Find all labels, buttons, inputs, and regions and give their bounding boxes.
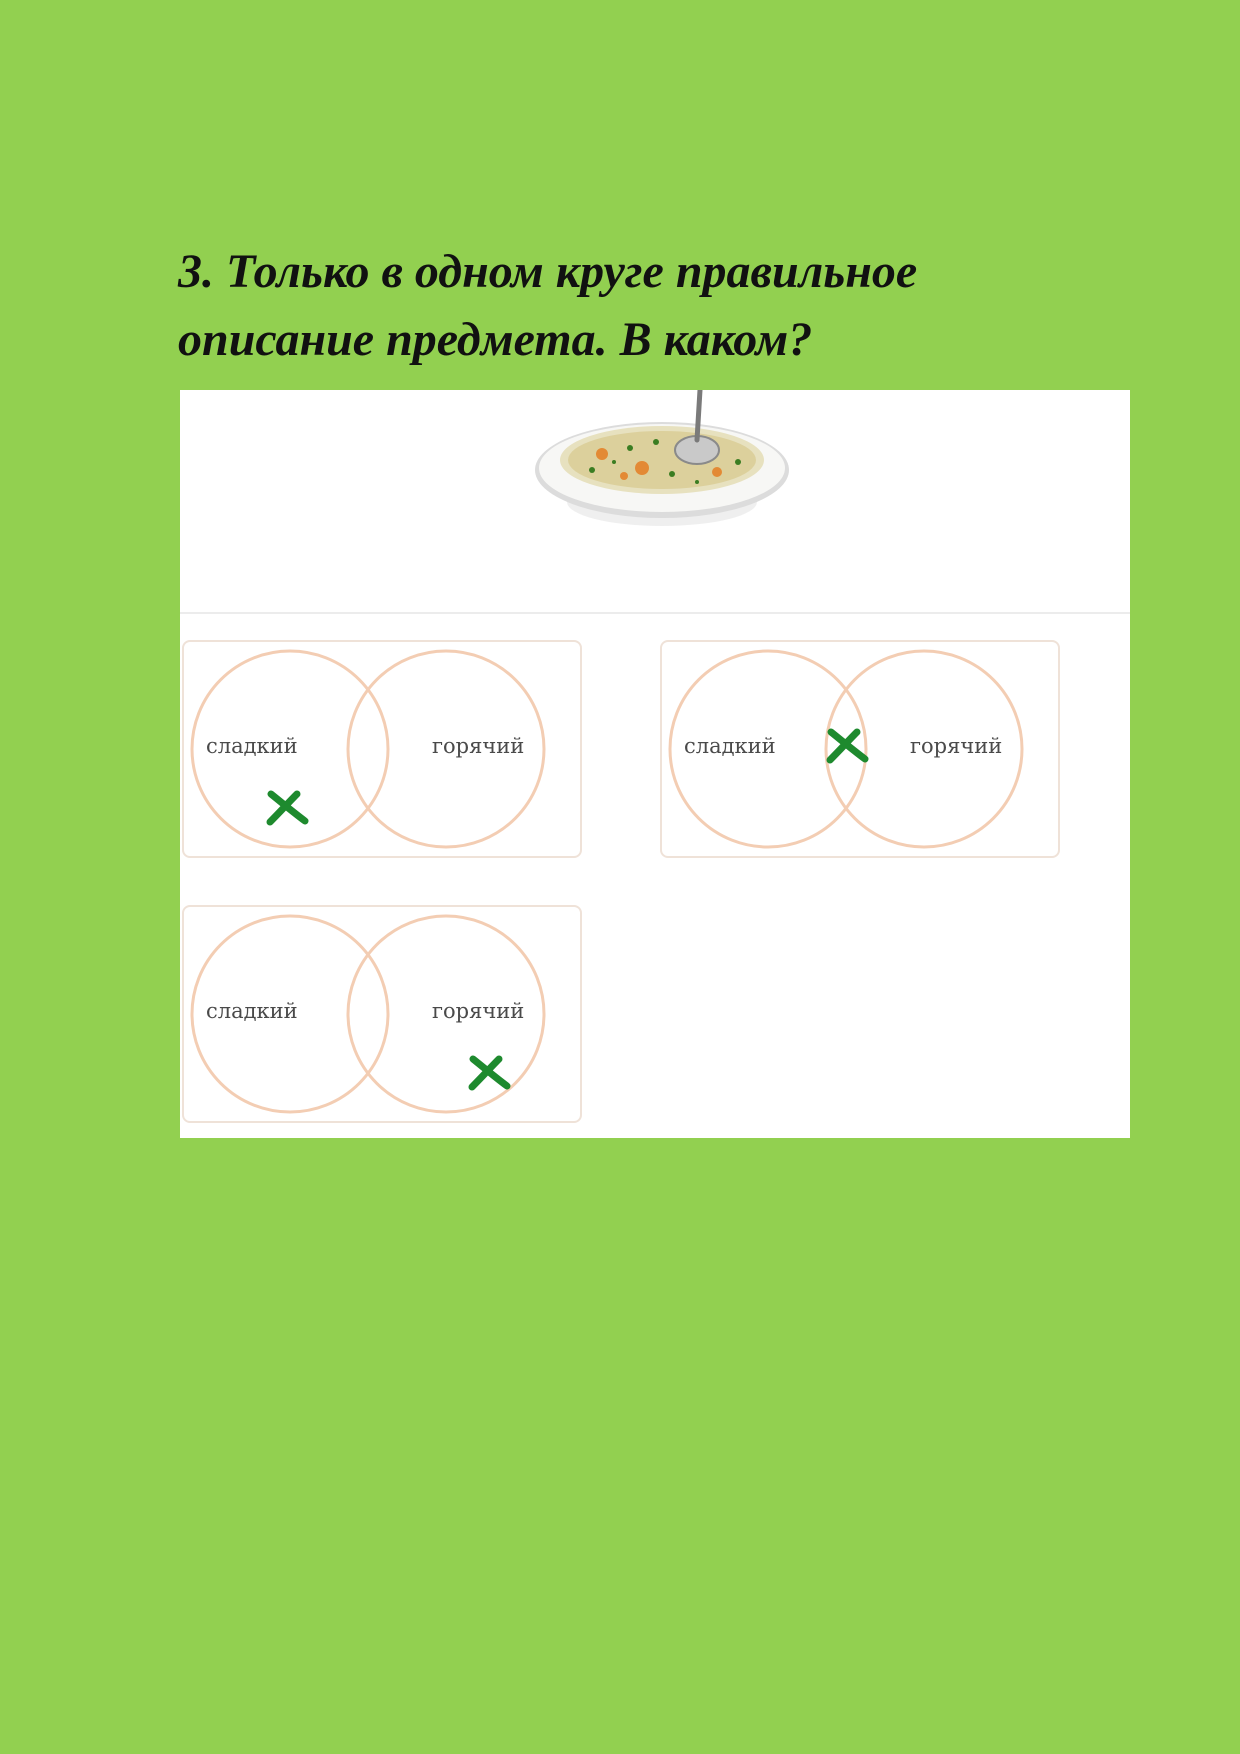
exercise-panel [180, 390, 1130, 1138]
section-divider [180, 612, 1130, 614]
venn-diagram-3[interactable] [182, 905, 582, 1123]
question-line-1: 3. Только в одном круге правильное [178, 245, 918, 298]
question-title [178, 238, 1138, 374]
label-sweet: сладкий [206, 734, 298, 758]
label-sweet: сладкий [684, 734, 776, 758]
label-hot: горячий [910, 734, 1003, 758]
cross-mark-icon [265, 790, 309, 826]
cross-mark-icon [825, 728, 869, 764]
label-hot: горячий [432, 999, 525, 1023]
label-hot: горячий [432, 734, 525, 758]
question-line-2: описание предмета. В каком? [178, 313, 813, 366]
cross-mark-icon [467, 1055, 511, 1091]
soup-bowl-icon [532, 390, 792, 540]
venn-diagram-1[interactable] [182, 640, 582, 858]
label-sweet: сладкий [206, 999, 298, 1023]
venn-diagram-2[interactable] [660, 640, 1060, 858]
